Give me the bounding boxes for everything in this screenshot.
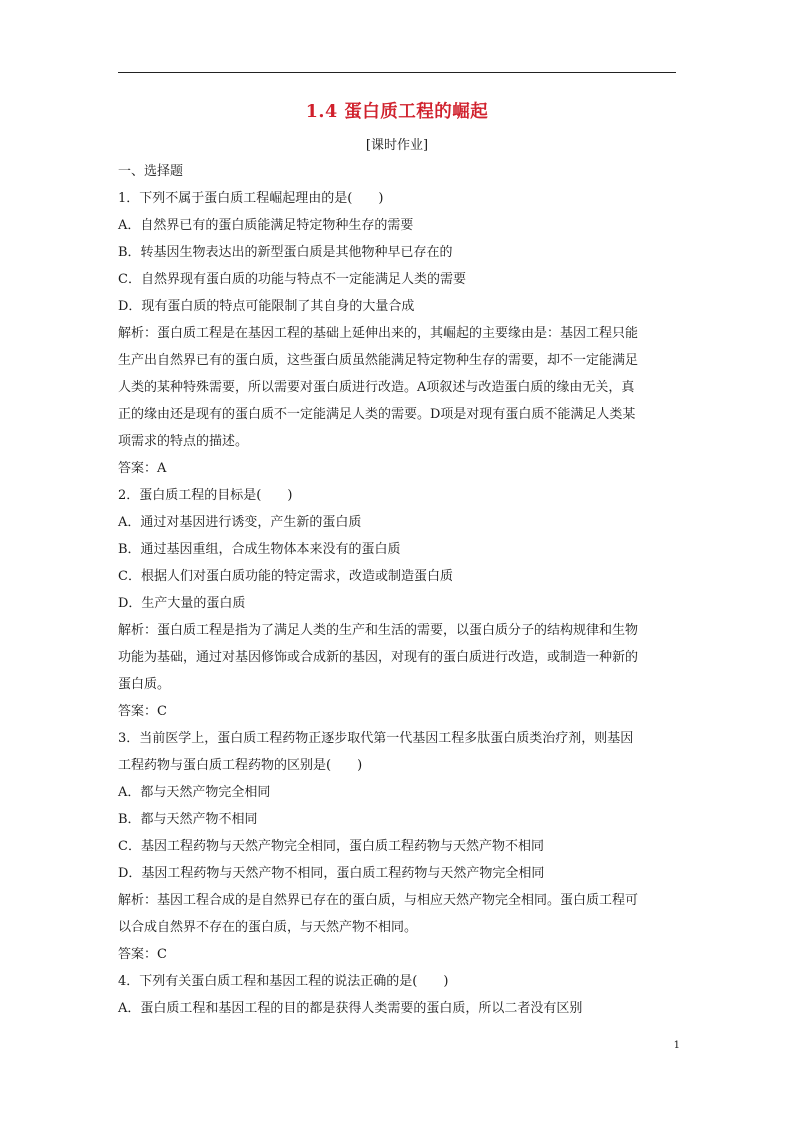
option-a: A．都与天然产物完全相同 (118, 785, 271, 800)
option-d: D．基因工程药物与天然产物不相同，蛋白质工程药物与天然产物完全相同 (118, 866, 545, 881)
option-c: C．基因工程药物与天然产物完全相同，蛋白质工程药物与天然产物不相同 (118, 839, 544, 854)
option-c: C．自然界现有蛋白质的功能与特点不一定能满足人类的需要 (118, 272, 466, 287)
analysis-line: 生产出自然界已有的蛋白质，这些蛋白质虽然能满足特定物种生存的需要，却不一定能满足 (118, 353, 639, 368)
page-title: 1.4 蛋白质工程的崛起 (305, 102, 489, 122)
analysis-line: 蛋白质。 (118, 677, 171, 692)
page-number: 1 (673, 1040, 680, 1051)
analysis-line: 解析：蛋白质工程是在基因工程的基础上延伸出来的，其崛起的主要缘由是：基因工程只能 (118, 326, 639, 341)
analysis-line: 正的缘由还是现有的蛋白质不一定能满足人类的需要。D项是对现有蛋白质不能满足人类某 (118, 407, 636, 422)
question-4 (118, 968, 678, 1022)
question-2 (118, 482, 678, 725)
question-stem: 1．下列不属于蛋白质工程崛起理由的是( ) (118, 191, 384, 206)
header-rule (118, 72, 676, 73)
answer: 答案：C (118, 704, 167, 719)
analysis-line: 项需求的特点的描述。 (118, 434, 249, 449)
section-heading: 一、选择题 (118, 164, 184, 179)
analysis-line: 以合成自然界不存在的蛋白质，与天然产物不相同。 (118, 920, 418, 935)
option-a: A．蛋白质工程和基因工程的目的都是获得人类需要的蛋白质，所以二者没有区别 (118, 1001, 583, 1016)
option-b: B．都与天然产物不相同 (118, 812, 258, 827)
question-stem: 工程药物与蛋白质工程药物的区别是( ) (118, 758, 363, 773)
analysis-line: 解析：蛋白质工程是指为了满足人类的生产和生活的需要，以蛋白质分子的结构规律和生物 (118, 623, 639, 638)
option-b: B．通过基因重组，合成生物体本来没有的蛋白质 (118, 542, 401, 557)
analysis-line: 功能为基础，通过对基因修饰或合成新的基因，对现有的蛋白质进行改造，或制造一种新的 (118, 650, 639, 665)
option-d: D．现有蛋白质的特点可能限制了其自身的大量合成 (118, 299, 415, 314)
question-stem: 3．当前医学上，蛋白质工程药物正逐步取代第一代基因工程多肽蛋白质类治疗剂，则基因 (118, 731, 634, 746)
analysis-line: 人类的某种特殊需要，所以需要对蛋白质进行改造。A项叙述与改造蛋白质的缘由无关，真 (118, 380, 635, 395)
option-a: A．通过对基因进行诱变，产生新的蛋白质 (118, 515, 362, 530)
question-1 (118, 185, 678, 482)
answer: 答案：A (118, 461, 167, 476)
answer: 答案：C (118, 947, 167, 962)
question-3 (118, 725, 678, 968)
option-a: A．自然界已有的蛋白质能满足特定物种生存的需要 (118, 218, 414, 233)
question-stem: 4．下列有关蛋白质工程和基因工程的说法正确的是( ) (118, 974, 449, 989)
option-b: B．转基因生物表达出的新型蛋白质是其他物种早已存在的 (118, 245, 453, 260)
question-stem: 2．蛋白质工程的目标是( ) (118, 488, 293, 503)
page-subtitle: [课时作业] (365, 138, 429, 153)
option-d: D．生产大量的蛋白质 (118, 596, 246, 611)
option-c: C．根据人们对蛋白质功能的特定需求，改造或制造蛋白质 (118, 569, 453, 584)
document-body (118, 158, 678, 1022)
analysis-line: 解析：基因工程合成的是自然界已存在的蛋白质，与相应天然产物完全相同。蛋白质工程可 (118, 893, 639, 908)
